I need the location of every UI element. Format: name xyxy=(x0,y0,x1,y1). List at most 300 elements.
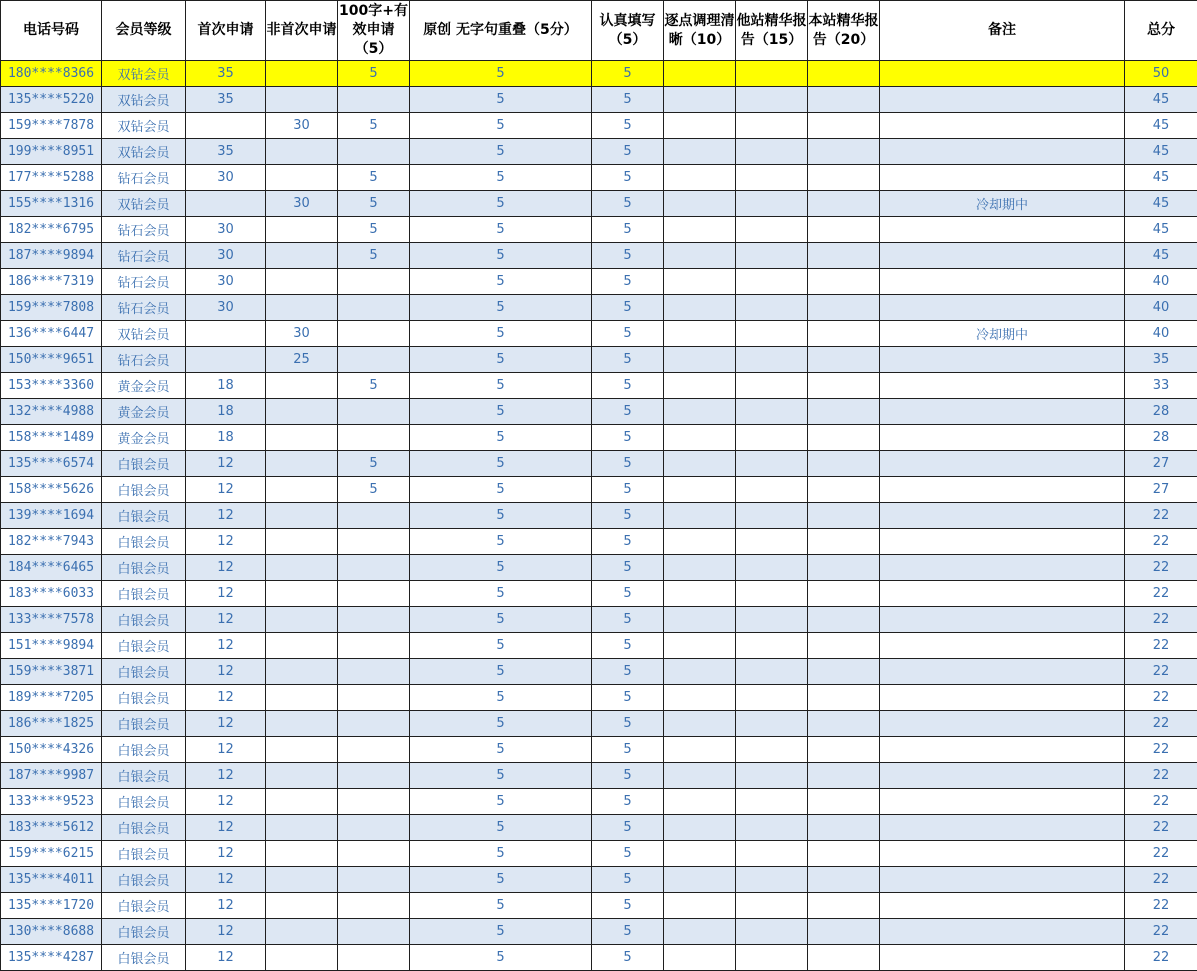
first-application-cell[interactable]: 35 xyxy=(186,61,266,87)
first-application-cell[interactable]: 12 xyxy=(186,529,266,555)
total-cell[interactable]: 22 xyxy=(1125,581,1197,607)
notes-cell[interactable] xyxy=(880,243,1125,269)
phone-cell[interactable]: 159****3871 xyxy=(1,659,102,685)
notes-cell[interactable] xyxy=(880,737,1125,763)
first-application-cell[interactable]: 12 xyxy=(186,607,266,633)
member-level-cell[interactable]: 双钻会员 xyxy=(102,87,186,113)
total-cell[interactable]: 40 xyxy=(1125,295,1197,321)
phone-cell[interactable]: 155****1316 xyxy=(1,191,102,217)
non-first-application-cell[interactable] xyxy=(266,737,338,763)
total-cell[interactable]: 45 xyxy=(1125,165,1197,191)
original-cell[interactable]: 5 xyxy=(410,529,592,555)
first-application-cell[interactable]: 12 xyxy=(186,945,266,971)
phone-cell[interactable]: 158****1489 xyxy=(1,425,102,451)
phone-cell[interactable]: 182****6795 xyxy=(1,217,102,243)
total-cell[interactable]: 33 xyxy=(1125,373,1197,399)
member-level-cell[interactable]: 白银会员 xyxy=(102,867,186,893)
non-first-application-cell[interactable] xyxy=(266,87,338,113)
non-first-application-cell[interactable] xyxy=(266,139,338,165)
careful-cell[interactable]: 5 xyxy=(592,243,664,269)
first-application-cell[interactable]: 30 xyxy=(186,295,266,321)
notes-cell[interactable]: 冷却期中 xyxy=(880,191,1125,217)
non-first-application-cell[interactable] xyxy=(266,607,338,633)
phone-cell[interactable]: 183****6033 xyxy=(1,581,102,607)
non-first-application-cell[interactable] xyxy=(266,555,338,581)
this-site-report-cell[interactable] xyxy=(808,425,880,451)
100-chars-cell[interactable] xyxy=(338,919,410,945)
point-by-point-cell[interactable] xyxy=(664,373,736,399)
notes-cell[interactable]: 冷却期中 xyxy=(880,321,1125,347)
member-level-cell[interactable]: 双钻会员 xyxy=(102,113,186,139)
total-cell[interactable]: 22 xyxy=(1125,711,1197,737)
careful-cell[interactable]: 5 xyxy=(592,451,664,477)
other-site-report-cell[interactable] xyxy=(736,581,808,607)
member-level-cell[interactable]: 钻石会员 xyxy=(102,217,186,243)
non-first-application-cell[interactable] xyxy=(266,659,338,685)
member-level-cell[interactable]: 黄金会员 xyxy=(102,373,186,399)
total-cell[interactable]: 22 xyxy=(1125,867,1197,893)
header-non-first-application[interactable]: 非首次申请 xyxy=(266,1,338,61)
notes-cell[interactable] xyxy=(880,139,1125,165)
notes-cell[interactable] xyxy=(880,477,1125,503)
other-site-report-cell[interactable] xyxy=(736,451,808,477)
original-cell[interactable]: 5 xyxy=(410,581,592,607)
original-cell[interactable]: 5 xyxy=(410,477,592,503)
notes-cell[interactable] xyxy=(880,61,1125,87)
100-chars-cell[interactable] xyxy=(338,763,410,789)
phone-cell[interactable]: 135****4011 xyxy=(1,867,102,893)
total-cell[interactable]: 28 xyxy=(1125,399,1197,425)
careful-cell[interactable]: 5 xyxy=(592,347,664,373)
100-chars-cell[interactable]: 5 xyxy=(338,217,410,243)
notes-cell[interactable] xyxy=(880,789,1125,815)
notes-cell[interactable] xyxy=(880,217,1125,243)
phone-cell[interactable]: 135****4287 xyxy=(1,945,102,971)
first-application-cell[interactable]: 12 xyxy=(186,737,266,763)
this-site-report-cell[interactable] xyxy=(808,347,880,373)
notes-cell[interactable] xyxy=(880,581,1125,607)
careful-cell[interactable]: 5 xyxy=(592,685,664,711)
original-cell[interactable]: 5 xyxy=(410,685,592,711)
total-cell[interactable]: 22 xyxy=(1125,685,1197,711)
non-first-application-cell[interactable] xyxy=(266,373,338,399)
this-site-report-cell[interactable] xyxy=(808,841,880,867)
member-level-cell[interactable]: 白银会员 xyxy=(102,815,186,841)
first-application-cell[interactable]: 30 xyxy=(186,269,266,295)
notes-cell[interactable] xyxy=(880,269,1125,295)
total-cell[interactable]: 22 xyxy=(1125,633,1197,659)
original-cell[interactable]: 5 xyxy=(410,295,592,321)
original-cell[interactable]: 5 xyxy=(410,217,592,243)
first-application-cell[interactable]: 12 xyxy=(186,815,266,841)
other-site-report-cell[interactable] xyxy=(736,789,808,815)
non-first-application-cell[interactable] xyxy=(266,893,338,919)
other-site-report-cell[interactable] xyxy=(736,529,808,555)
other-site-report-cell[interactable] xyxy=(736,295,808,321)
member-level-cell[interactable]: 白银会员 xyxy=(102,581,186,607)
100-chars-cell[interactable] xyxy=(338,867,410,893)
point-by-point-cell[interactable] xyxy=(664,321,736,347)
this-site-report-cell[interactable] xyxy=(808,659,880,685)
other-site-report-cell[interactable] xyxy=(736,737,808,763)
100-chars-cell[interactable]: 5 xyxy=(338,113,410,139)
phone-cell[interactable]: 133****9523 xyxy=(1,789,102,815)
total-cell[interactable]: 22 xyxy=(1125,945,1197,971)
phone-cell[interactable]: 132****4988 xyxy=(1,399,102,425)
original-cell[interactable]: 5 xyxy=(410,945,592,971)
total-cell[interactable]: 22 xyxy=(1125,815,1197,841)
100-chars-cell[interactable] xyxy=(338,945,410,971)
original-cell[interactable]: 5 xyxy=(410,711,592,737)
header-total[interactable]: 总分 xyxy=(1125,1,1197,61)
notes-cell[interactable] xyxy=(880,893,1125,919)
other-site-report-cell[interactable] xyxy=(736,373,808,399)
100-chars-cell[interactable] xyxy=(338,347,410,373)
this-site-report-cell[interactable] xyxy=(808,555,880,581)
other-site-report-cell[interactable] xyxy=(736,659,808,685)
notes-cell[interactable] xyxy=(880,347,1125,373)
original-cell[interactable]: 5 xyxy=(410,425,592,451)
member-level-cell[interactable]: 白银会员 xyxy=(102,711,186,737)
phone-cell[interactable]: 151****9894 xyxy=(1,633,102,659)
first-application-cell[interactable]: 12 xyxy=(186,711,266,737)
first-application-cell[interactable]: 30 xyxy=(186,243,266,269)
non-first-application-cell[interactable]: 30 xyxy=(266,321,338,347)
point-by-point-cell[interactable] xyxy=(664,945,736,971)
total-cell[interactable]: 27 xyxy=(1125,477,1197,503)
original-cell[interactable]: 5 xyxy=(410,165,592,191)
total-cell[interactable]: 45 xyxy=(1125,87,1197,113)
this-site-report-cell[interactable] xyxy=(808,399,880,425)
member-level-cell[interactable]: 白银会员 xyxy=(102,451,186,477)
point-by-point-cell[interactable] xyxy=(664,893,736,919)
first-application-cell[interactable]: 12 xyxy=(186,841,266,867)
100-chars-cell[interactable] xyxy=(338,737,410,763)
original-cell[interactable]: 5 xyxy=(410,87,592,113)
total-cell[interactable]: 45 xyxy=(1125,139,1197,165)
notes-cell[interactable] xyxy=(880,945,1125,971)
point-by-point-cell[interactable] xyxy=(664,841,736,867)
non-first-application-cell[interactable] xyxy=(266,919,338,945)
first-application-cell[interactable]: 12 xyxy=(186,555,266,581)
phone-cell[interactable]: 159****7808 xyxy=(1,295,102,321)
point-by-point-cell[interactable] xyxy=(664,87,736,113)
total-cell[interactable]: 50 xyxy=(1125,61,1197,87)
notes-cell[interactable] xyxy=(880,633,1125,659)
original-cell[interactable]: 5 xyxy=(410,867,592,893)
other-site-report-cell[interactable] xyxy=(736,945,808,971)
other-site-report-cell[interactable] xyxy=(736,763,808,789)
total-cell[interactable]: 22 xyxy=(1125,841,1197,867)
member-level-cell[interactable]: 白银会员 xyxy=(102,503,186,529)
100-chars-cell[interactable] xyxy=(338,659,410,685)
notes-cell[interactable] xyxy=(880,425,1125,451)
100-chars-cell[interactable]: 5 xyxy=(338,373,410,399)
original-cell[interactable]: 5 xyxy=(410,321,592,347)
careful-cell[interactable]: 5 xyxy=(592,945,664,971)
100-chars-cell[interactable] xyxy=(338,295,410,321)
non-first-application-cell[interactable] xyxy=(266,867,338,893)
100-chars-cell[interactable] xyxy=(338,711,410,737)
original-cell[interactable]: 5 xyxy=(410,399,592,425)
non-first-application-cell[interactable]: 30 xyxy=(266,113,338,139)
other-site-report-cell[interactable] xyxy=(736,867,808,893)
member-level-cell[interactable]: 钻石会员 xyxy=(102,165,186,191)
header-first-application[interactable]: 首次申请 xyxy=(186,1,266,61)
notes-cell[interactable] xyxy=(880,685,1125,711)
original-cell[interactable]: 5 xyxy=(410,243,592,269)
100-chars-cell[interactable] xyxy=(338,607,410,633)
this-site-report-cell[interactable] xyxy=(808,321,880,347)
this-site-report-cell[interactable] xyxy=(808,763,880,789)
100-chars-cell[interactable] xyxy=(338,87,410,113)
non-first-application-cell[interactable] xyxy=(266,295,338,321)
first-application-cell[interactable]: 12 xyxy=(186,477,266,503)
member-level-cell[interactable]: 钻石会员 xyxy=(102,269,186,295)
other-site-report-cell[interactable] xyxy=(736,555,808,581)
careful-cell[interactable]: 5 xyxy=(592,165,664,191)
100-chars-cell[interactable]: 5 xyxy=(338,243,410,269)
non-first-application-cell[interactable] xyxy=(266,165,338,191)
non-first-application-cell[interactable] xyxy=(266,529,338,555)
phone-cell[interactable]: 199****8951 xyxy=(1,139,102,165)
this-site-report-cell[interactable] xyxy=(808,607,880,633)
phone-cell[interactable]: 159****7878 xyxy=(1,113,102,139)
point-by-point-cell[interactable] xyxy=(664,763,736,789)
first-application-cell[interactable]: 12 xyxy=(186,763,266,789)
header-notes[interactable]: 备注 xyxy=(880,1,1125,61)
member-level-cell[interactable]: 双钻会员 xyxy=(102,61,186,87)
careful-cell[interactable]: 5 xyxy=(592,61,664,87)
careful-cell[interactable]: 5 xyxy=(592,217,664,243)
point-by-point-cell[interactable] xyxy=(664,685,736,711)
header-point-by-point[interactable]: 逐点调理清晰（10） xyxy=(664,1,736,61)
phone-cell[interactable]: 150****4326 xyxy=(1,737,102,763)
point-by-point-cell[interactable] xyxy=(664,555,736,581)
this-site-report-cell[interactable] xyxy=(808,633,880,659)
point-by-point-cell[interactable] xyxy=(664,919,736,945)
total-cell[interactable]: 40 xyxy=(1125,321,1197,347)
non-first-application-cell[interactable] xyxy=(266,789,338,815)
other-site-report-cell[interactable] xyxy=(736,685,808,711)
phone-cell[interactable]: 130****8688 xyxy=(1,919,102,945)
first-application-cell[interactable]: 12 xyxy=(186,659,266,685)
100-chars-cell[interactable] xyxy=(338,503,410,529)
100-chars-cell[interactable]: 5 xyxy=(338,61,410,87)
phone-cell[interactable]: 158****5626 xyxy=(1,477,102,503)
point-by-point-cell[interactable] xyxy=(664,867,736,893)
non-first-application-cell[interactable] xyxy=(266,711,338,737)
this-site-report-cell[interactable] xyxy=(808,477,880,503)
careful-cell[interactable]: 5 xyxy=(592,607,664,633)
this-site-report-cell[interactable] xyxy=(808,503,880,529)
total-cell[interactable]: 45 xyxy=(1125,113,1197,139)
other-site-report-cell[interactable] xyxy=(736,347,808,373)
careful-cell[interactable]: 5 xyxy=(592,763,664,789)
non-first-application-cell[interactable] xyxy=(266,581,338,607)
member-level-cell[interactable]: 钻石会员 xyxy=(102,295,186,321)
phone-cell[interactable]: 135****6574 xyxy=(1,451,102,477)
point-by-point-cell[interactable] xyxy=(664,737,736,763)
this-site-report-cell[interactable] xyxy=(808,581,880,607)
original-cell[interactable]: 5 xyxy=(410,893,592,919)
original-cell[interactable]: 5 xyxy=(410,763,592,789)
point-by-point-cell[interactable] xyxy=(664,581,736,607)
non-first-application-cell[interactable] xyxy=(266,945,338,971)
member-level-cell[interactable]: 白银会员 xyxy=(102,685,186,711)
point-by-point-cell[interactable] xyxy=(664,529,736,555)
this-site-report-cell[interactable] xyxy=(808,269,880,295)
member-level-cell[interactable]: 双钻会员 xyxy=(102,191,186,217)
point-by-point-cell[interactable] xyxy=(664,503,736,529)
member-level-cell[interactable]: 黄金会员 xyxy=(102,399,186,425)
other-site-report-cell[interactable] xyxy=(736,425,808,451)
careful-cell[interactable]: 5 xyxy=(592,321,664,347)
header-phone[interactable]: 电话号码 xyxy=(1,1,102,61)
this-site-report-cell[interactable] xyxy=(808,191,880,217)
notes-cell[interactable] xyxy=(880,529,1125,555)
other-site-report-cell[interactable] xyxy=(736,269,808,295)
original-cell[interactable]: 5 xyxy=(410,503,592,529)
notes-cell[interactable] xyxy=(880,555,1125,581)
point-by-point-cell[interactable] xyxy=(664,789,736,815)
total-cell[interactable]: 40 xyxy=(1125,269,1197,295)
careful-cell[interactable]: 5 xyxy=(592,711,664,737)
careful-cell[interactable]: 5 xyxy=(592,87,664,113)
careful-cell[interactable]: 5 xyxy=(592,867,664,893)
other-site-report-cell[interactable] xyxy=(736,217,808,243)
careful-cell[interactable]: 5 xyxy=(592,919,664,945)
first-application-cell[interactable]: 12 xyxy=(186,893,266,919)
total-cell[interactable]: 22 xyxy=(1125,737,1197,763)
other-site-report-cell[interactable] xyxy=(736,919,808,945)
phone-cell[interactable]: 186****7319 xyxy=(1,269,102,295)
phone-cell[interactable]: 133****7578 xyxy=(1,607,102,633)
this-site-report-cell[interactable] xyxy=(808,243,880,269)
careful-cell[interactable]: 5 xyxy=(592,893,664,919)
original-cell[interactable]: 5 xyxy=(410,737,592,763)
non-first-application-cell[interactable] xyxy=(266,425,338,451)
original-cell[interactable]: 5 xyxy=(410,191,592,217)
other-site-report-cell[interactable] xyxy=(736,191,808,217)
phone-cell[interactable]: 159****6215 xyxy=(1,841,102,867)
careful-cell[interactable]: 5 xyxy=(592,425,664,451)
this-site-report-cell[interactable] xyxy=(808,867,880,893)
other-site-report-cell[interactable] xyxy=(736,607,808,633)
careful-cell[interactable]: 5 xyxy=(592,295,664,321)
other-site-report-cell[interactable] xyxy=(736,321,808,347)
header-member-level[interactable]: 会员等级 xyxy=(102,1,186,61)
original-cell[interactable]: 5 xyxy=(410,555,592,581)
100-chars-cell[interactable] xyxy=(338,529,410,555)
non-first-application-cell[interactable] xyxy=(266,841,338,867)
point-by-point-cell[interactable] xyxy=(664,659,736,685)
total-cell[interactable]: 22 xyxy=(1125,607,1197,633)
point-by-point-cell[interactable] xyxy=(664,191,736,217)
non-first-application-cell[interactable] xyxy=(266,243,338,269)
this-site-report-cell[interactable] xyxy=(808,945,880,971)
first-application-cell[interactable]: 12 xyxy=(186,919,266,945)
100-chars-cell[interactable] xyxy=(338,685,410,711)
other-site-report-cell[interactable] xyxy=(736,815,808,841)
point-by-point-cell[interactable] xyxy=(664,269,736,295)
careful-cell[interactable]: 5 xyxy=(592,841,664,867)
member-level-cell[interactable]: 白银会员 xyxy=(102,841,186,867)
non-first-application-cell[interactable] xyxy=(266,451,338,477)
first-application-cell[interactable] xyxy=(186,347,266,373)
original-cell[interactable]: 5 xyxy=(410,113,592,139)
phone-cell[interactable]: 187****9894 xyxy=(1,243,102,269)
original-cell[interactable]: 5 xyxy=(410,919,592,945)
non-first-application-cell[interactable] xyxy=(266,685,338,711)
other-site-report-cell[interactable] xyxy=(736,87,808,113)
header-this-site-report[interactable]: 本站精华报告（20） xyxy=(808,1,880,61)
total-cell[interactable]: 27 xyxy=(1125,451,1197,477)
point-by-point-cell[interactable] xyxy=(664,607,736,633)
phone-cell[interactable]: 186****1825 xyxy=(1,711,102,737)
original-cell[interactable]: 5 xyxy=(410,61,592,87)
point-by-point-cell[interactable] xyxy=(664,295,736,321)
point-by-point-cell[interactable] xyxy=(664,217,736,243)
careful-cell[interactable]: 5 xyxy=(592,373,664,399)
member-level-cell[interactable]: 白银会员 xyxy=(102,477,186,503)
total-cell[interactable]: 22 xyxy=(1125,789,1197,815)
notes-cell[interactable] xyxy=(880,867,1125,893)
phone-cell[interactable]: 135****1720 xyxy=(1,893,102,919)
non-first-application-cell[interactable] xyxy=(266,633,338,659)
point-by-point-cell[interactable] xyxy=(664,113,736,139)
other-site-report-cell[interactable] xyxy=(736,243,808,269)
point-by-point-cell[interactable] xyxy=(664,347,736,373)
careful-cell[interactable]: 5 xyxy=(592,789,664,815)
total-cell[interactable]: 22 xyxy=(1125,529,1197,555)
careful-cell[interactable]: 5 xyxy=(592,555,664,581)
careful-cell[interactable]: 5 xyxy=(592,633,664,659)
member-level-cell[interactable]: 白银会员 xyxy=(102,945,186,971)
phone-cell[interactable]: 180****8366 xyxy=(1,61,102,87)
phone-cell[interactable]: 184****6465 xyxy=(1,555,102,581)
total-cell[interactable]: 28 xyxy=(1125,425,1197,451)
non-first-application-cell[interactable]: 25 xyxy=(266,347,338,373)
first-application-cell[interactable]: 35 xyxy=(186,139,266,165)
notes-cell[interactable] xyxy=(880,815,1125,841)
phone-cell[interactable]: 136****6447 xyxy=(1,321,102,347)
other-site-report-cell[interactable] xyxy=(736,477,808,503)
original-cell[interactable]: 5 xyxy=(410,607,592,633)
member-level-cell[interactable]: 双钻会员 xyxy=(102,139,186,165)
non-first-application-cell[interactable] xyxy=(266,477,338,503)
phone-cell[interactable]: 150****9651 xyxy=(1,347,102,373)
other-site-report-cell[interactable] xyxy=(736,503,808,529)
careful-cell[interactable]: 5 xyxy=(592,529,664,555)
first-application-cell[interactable]: 12 xyxy=(186,867,266,893)
point-by-point-cell[interactable] xyxy=(664,633,736,659)
first-application-cell[interactable]: 18 xyxy=(186,425,266,451)
this-site-report-cell[interactable] xyxy=(808,737,880,763)
non-first-application-cell[interactable] xyxy=(266,217,338,243)
phone-cell[interactable]: 189****7205 xyxy=(1,685,102,711)
notes-cell[interactable] xyxy=(880,87,1125,113)
total-cell[interactable]: 22 xyxy=(1125,555,1197,581)
member-level-cell[interactable]: 白银会员 xyxy=(102,633,186,659)
careful-cell[interactable]: 5 xyxy=(592,737,664,763)
non-first-application-cell[interactable]: 30 xyxy=(266,191,338,217)
careful-cell[interactable]: 5 xyxy=(592,581,664,607)
non-first-application-cell[interactable] xyxy=(266,503,338,529)
other-site-report-cell[interactable] xyxy=(736,841,808,867)
other-site-report-cell[interactable] xyxy=(736,113,808,139)
other-site-report-cell[interactable] xyxy=(736,711,808,737)
